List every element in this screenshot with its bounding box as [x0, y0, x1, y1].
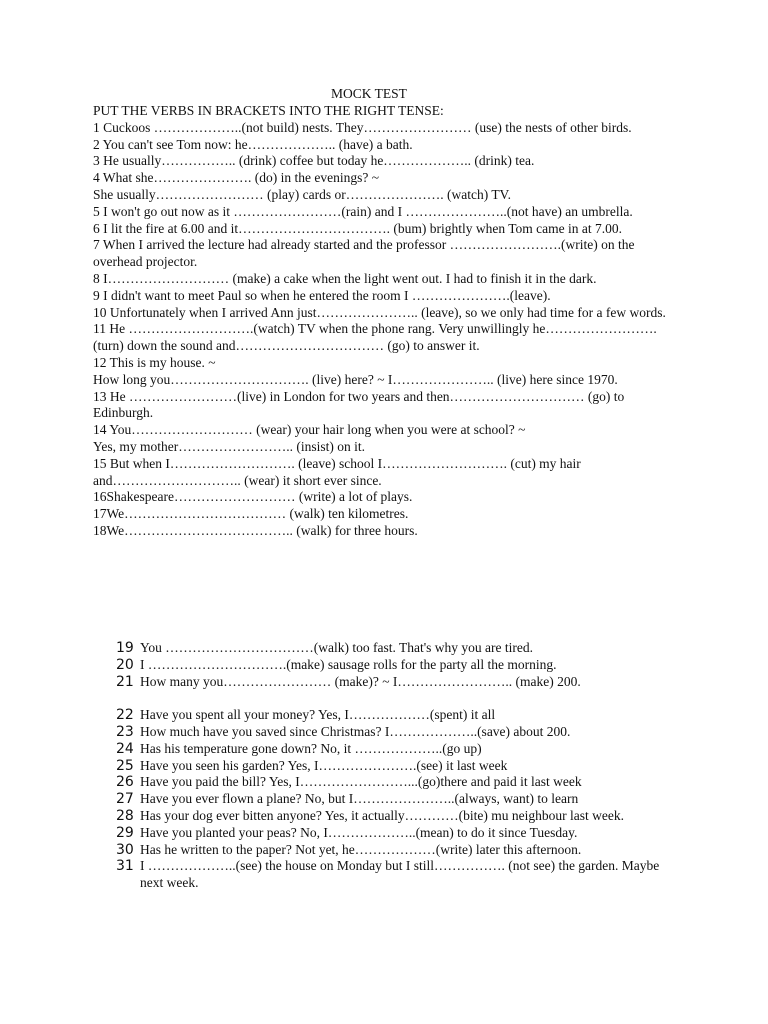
exercise-line: 5 I won't go out now as it ……………………(rain) and I …………………..(not have) an umbrella.: [93, 203, 633, 219]
exercise-line: 15 But when I………………………. (leave) school I………………………. (cut) my hair and……………………….. (wear) it short ever since.: [93, 455, 581, 488]
exercise-line: 3 He usually…………….. (drink) coffee but today he……………….. (drink) tea.: [93, 153, 535, 169]
exercise-line: She usually…………………… (play) cards or…………………. (watch) TV.: [93, 186, 511, 202]
list-item: [116, 808, 676, 825]
item-number: 29: [116, 824, 134, 841]
exercise-line: 6 I lit the fire at 6.00 and it……………………………. (bum) brightly when Tom came in at 7.00.: [93, 220, 622, 236]
exercise-line: 16Shakespeare……………………… (write) a lot of plays.: [93, 489, 413, 505]
item-text: Have you seen his garden? Yes, I………………….(see) it last week: [140, 757, 508, 773]
item-text: Has his temperature gone down? No, it ………………..(go up): [140, 740, 482, 756]
exercise-line: 12 This is my house. ~: [93, 354, 216, 370]
exercise-line: 2 You can't see Tom now: he……………….. (have) a bath.: [93, 136, 413, 152]
blank-line: [116, 690, 676, 707]
exercise-line: 1 Cuckoos ………………..(not build) nests. They…………………… (use) the nests of other birds.: [93, 119, 632, 135]
item-text: Have you planted your peas? No, I………………..(mean) to do it since Tuesday.: [140, 824, 578, 840]
item-text: How many you…………………… (make)? ~ I…………………….. (make) 200.: [140, 673, 581, 689]
exercise-line: 11 He ……………………….(watch) TV when the phone rang. Very unwillingly he……………………. (turn) down the sound and…………………………… (go) to answer it.: [93, 321, 657, 354]
item-number: 28: [116, 807, 134, 824]
exercise-line: How long you…………………………. (live) here? ~ I………………….. (live) here since 1970.: [93, 371, 618, 387]
item-text: Has he written to the paper? Not yet, he………………(write) later this afternoon.: [140, 841, 582, 857]
list-item: [116, 674, 676, 691]
item-text: Have you spent all your money? Yes, I………………(spent) it all: [140, 707, 496, 723]
exercise-line: 4 What she…………………. (do) in the evenings? ~: [93, 170, 380, 186]
item-number: 20: [116, 656, 134, 673]
numbered-list: [116, 640, 676, 892]
page-title: MOCK TEST: [331, 86, 407, 101]
list-item: [116, 858, 676, 892]
list-item: [116, 842, 676, 859]
exercise-line: 13 He ……………………(live) in London for two years and then………………………… (go) to Edinburgh.: [93, 388, 625, 421]
exercise-line: 17We……………………………… (walk) ten kilometres.: [93, 506, 409, 522]
item-text: How much have you saved since Christmas? I………………..(save) about 200.: [140, 723, 571, 739]
item-number: 19: [116, 640, 134, 656]
list-item: [116, 657, 676, 674]
item-number: 31: [116, 858, 134, 875]
item-number: 21: [116, 673, 134, 690]
list-item: [116, 791, 676, 808]
list-item: [116, 758, 676, 775]
exercise-line: 14 You……………………… (wear) your hair long when you were at school? ~: [93, 422, 526, 438]
exercise-line: 8 I……………………… (make) a cake when the light went out. I had to finish it in the dark.: [93, 270, 597, 286]
list-item: [116, 724, 676, 741]
list-item: [116, 640, 676, 657]
item-text: Have you ever flown a plane? No, but I…………………..(always, want) to learn: [140, 791, 579, 807]
item-number: 30: [116, 841, 134, 858]
instruction: PUT THE VERBS IN BRACKETS INTO THE RIGHT TENSE:: [93, 103, 444, 118]
list-item: [116, 741, 676, 758]
item-text: Have you paid the bill? Yes, I……………………...(go)there and paid it last week: [140, 774, 582, 790]
exercise-line: Yes, my mother…………………….. (insist) on it.: [93, 438, 366, 454]
item-text: You ……………………………(walk) too fast. That's why you are tired.: [140, 640, 534, 655]
exercise-line: 18We……………………………….. (walk) for three hours.: [93, 522, 418, 538]
item-number: 25: [116, 757, 134, 774]
exercise-line: 9 I didn't want to meet Paul so when he entered the room I ………………….(leave).: [93, 287, 551, 303]
exercise-body: [93, 103, 683, 540]
list-item: [116, 707, 676, 724]
item-number: 22: [116, 707, 134, 724]
item-text: I ………………..(see) the house on Monday but I still……………. (not see) the garden. Maybe next week.: [140, 858, 660, 891]
exercise-line: 7 When I arrived the lecture had already started and the professor …………………….(write) on the overhead projector.: [93, 237, 635, 270]
exercise-line: 10 Unfortunately when I arrived Ann just………………….. (leave), so we only had time for a few words.: [93, 304, 666, 320]
item-text: Has your dog ever bitten anyone? Yes, it actually…………(bite) mu neighbour last week.: [140, 807, 625, 823]
item-text: I ………………………….(make) sausage rolls for the party all the morning.: [140, 656, 557, 672]
item-number: 24: [116, 740, 134, 757]
list-item: [116, 774, 676, 791]
item-number: 23: [116, 723, 134, 740]
item-number: 26: [116, 774, 134, 791]
item-number: 27: [116, 791, 134, 808]
list-item: [116, 825, 676, 842]
